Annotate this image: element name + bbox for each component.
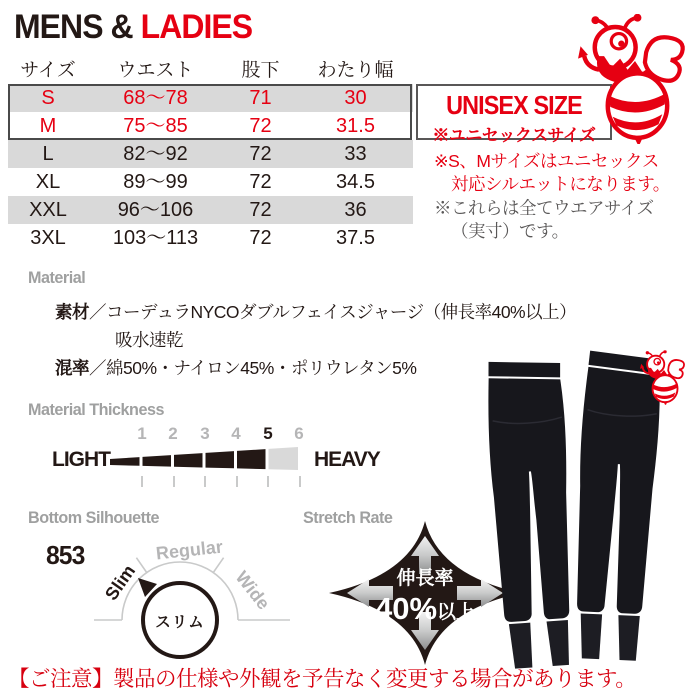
wear-size-note [434,197,654,243]
material-heading: Material [28,268,86,287]
unisex-note [434,150,670,196]
silhouette-dial [92,532,292,667]
unisex-badge-title: UNISEX SIZE [446,90,582,120]
material-value: ／コーデュラNYCOダブルフェイスジャージ（伸長率40%以上） [89,302,577,322]
cell-inseam: 71 [249,87,272,109]
col-header-waist: ウエスト [117,60,194,81]
stretch-percentage: 40% [374,591,438,626]
title-ladies: LADIES [140,8,253,46]
cell-size: L [42,143,54,165]
silhouette-option-wide: Wide [231,567,274,614]
unisex-badge-subtitle: ※ユニセックスサイズ [432,126,596,145]
thickness-level-3: 3 [200,424,210,443]
silhouette-option-slim: Slim [100,561,140,604]
cell-waist: 96～106 [117,199,194,221]
thickness-level-5-active: 5 [263,424,273,443]
page-title [14,8,252,47]
cell-inseam: 72 [249,115,272,137]
table-row-m [8,112,413,140]
stretch-heading: Stretch Rate [303,508,393,527]
cell-waist: 103～113 [112,227,199,249]
thickness-heavy-label: HEAVY [314,448,380,471]
material-line2: 吸水速乾 [115,330,183,350]
blend-value: ／綿50%・ナイロン45%・ポリウレタン5% [89,358,417,378]
col-header-inseam: 股下 [241,60,280,81]
cell-thigh: 34.5 [336,171,375,193]
cell-thigh: 31.5 [336,115,375,137]
unisex-note-line1: ※S、Mサイズはユニセックス [434,151,659,171]
cell-thigh: 30 [344,87,367,109]
cell-inseam: 72 [249,171,272,193]
cell-size: M [39,115,57,137]
model-number: 853 [46,540,85,570]
bee-mascot-icon [573,14,697,144]
table-row-3xl [8,224,413,252]
title-mens: MENS & [14,8,141,46]
col-header-size: サイズ [20,60,76,81]
bee-mascot-small-icon [638,350,690,405]
cell-waist: 89～99 [123,171,188,193]
silhouette-heading: Bottom Silhouette [28,508,159,527]
silhouette-selected-label: スリム [155,614,205,631]
thickness-ticks [108,476,308,488]
material-line1 [55,298,576,326]
cell-size: XL [35,171,61,193]
thickness-wedge-graphic [108,444,300,472]
cell-waist: 82～92 [123,143,188,165]
col-header-thigh: わたり幅 [317,60,394,81]
cell-thigh: 33 [344,143,367,165]
thickness-level-6: 6 [294,424,304,443]
blend-label: 混率 [55,358,89,378]
stretch-label: 伸長率 [396,568,454,589]
thickness-level-4: 4 [231,424,241,443]
cell-inseam: 72 [249,227,272,249]
caution-notice: 【ご注意】製品の仕様や外観を予告なく変更する場合があります。 [8,667,637,691]
wear-size-note-line2: （実寸）です。 [451,221,569,241]
table-row-xxl [8,196,413,224]
unisex-note-line2: 対応シルエットになります。 [451,174,670,194]
thickness-heading: Material Thickness [28,400,164,419]
cell-size: XXL [29,199,67,221]
table-row-l [8,140,413,168]
cell-inseam: 72 [249,199,272,221]
cell-thigh: 37.5 [336,227,375,249]
silhouette-option-regular: Regular [154,536,224,564]
table-row-xl [8,168,413,196]
cell-waist: 75～85 [123,115,188,137]
thickness-level-1: 1 [137,424,147,443]
material-label: 素材 [55,302,89,322]
cell-size: S [41,87,55,109]
thickness-level-2: 2 [168,424,178,443]
cell-size: 3XL [30,227,66,249]
wear-size-note-line1: ※これらは全てウエアサイズ [434,198,654,218]
cell-inseam: 72 [249,143,272,165]
table-row-s [8,84,413,112]
stretch-suffix: 以上 [437,602,476,623]
thickness-light-label: LIGHT [52,448,110,471]
cell-waist: 68～78 [123,87,188,109]
thickness-scale-numbers [108,424,308,444]
size-table-header [8,58,413,84]
cell-thigh: 36 [344,199,367,221]
